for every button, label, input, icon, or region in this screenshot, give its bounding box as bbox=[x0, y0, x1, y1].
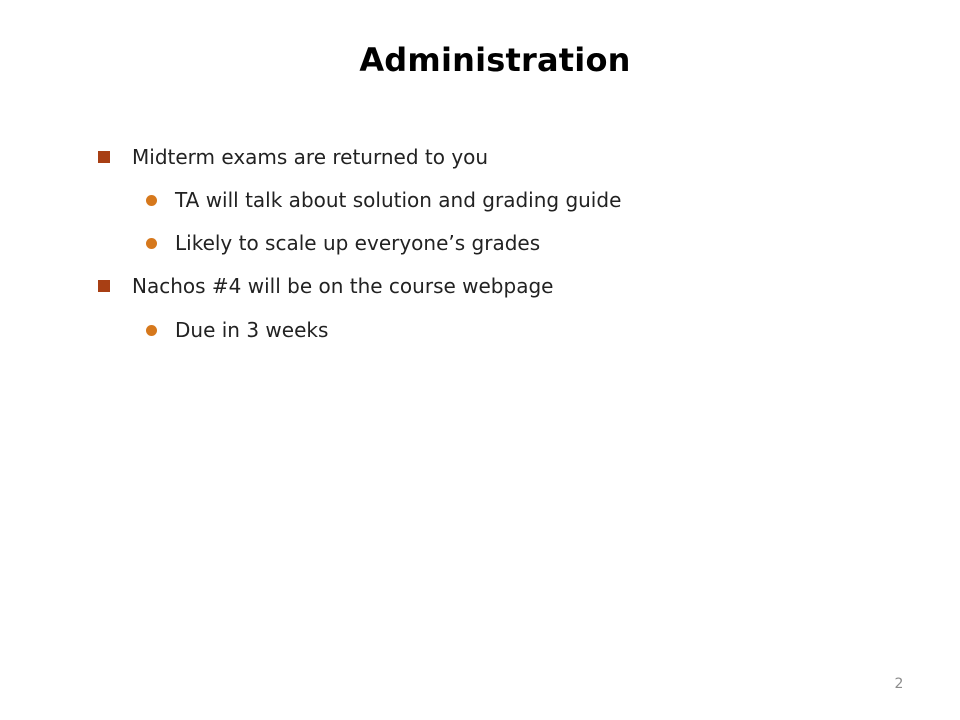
bullet-text: Midterm exams are returned to you bbox=[132, 145, 489, 169]
slide-title: Administration bbox=[359, 41, 631, 79]
bullet-item-level1 bbox=[98, 142, 488, 172]
bullet-text: Likely to scale up everyone’s grades bbox=[175, 231, 541, 255]
square-bullet-icon bbox=[98, 280, 110, 292]
square-bullet-icon bbox=[98, 151, 110, 163]
bullet-text: Nachos #4 will be on the course webpage bbox=[132, 274, 554, 298]
bullet-item-level1 bbox=[98, 271, 553, 301]
bullet-item-level2 bbox=[146, 315, 328, 345]
bullet-item-level2 bbox=[146, 228, 540, 258]
circle-bullet-icon bbox=[146, 238, 157, 249]
circle-bullet-icon bbox=[146, 325, 157, 336]
bullet-item-level2 bbox=[146, 185, 621, 215]
circle-bullet-icon bbox=[146, 195, 157, 206]
bullet-text: Due in 3 weeks bbox=[175, 318, 329, 342]
bullet-text: TA will talk about solution and grading guide bbox=[175, 188, 622, 212]
page-number: 2 bbox=[894, 676, 904, 692]
